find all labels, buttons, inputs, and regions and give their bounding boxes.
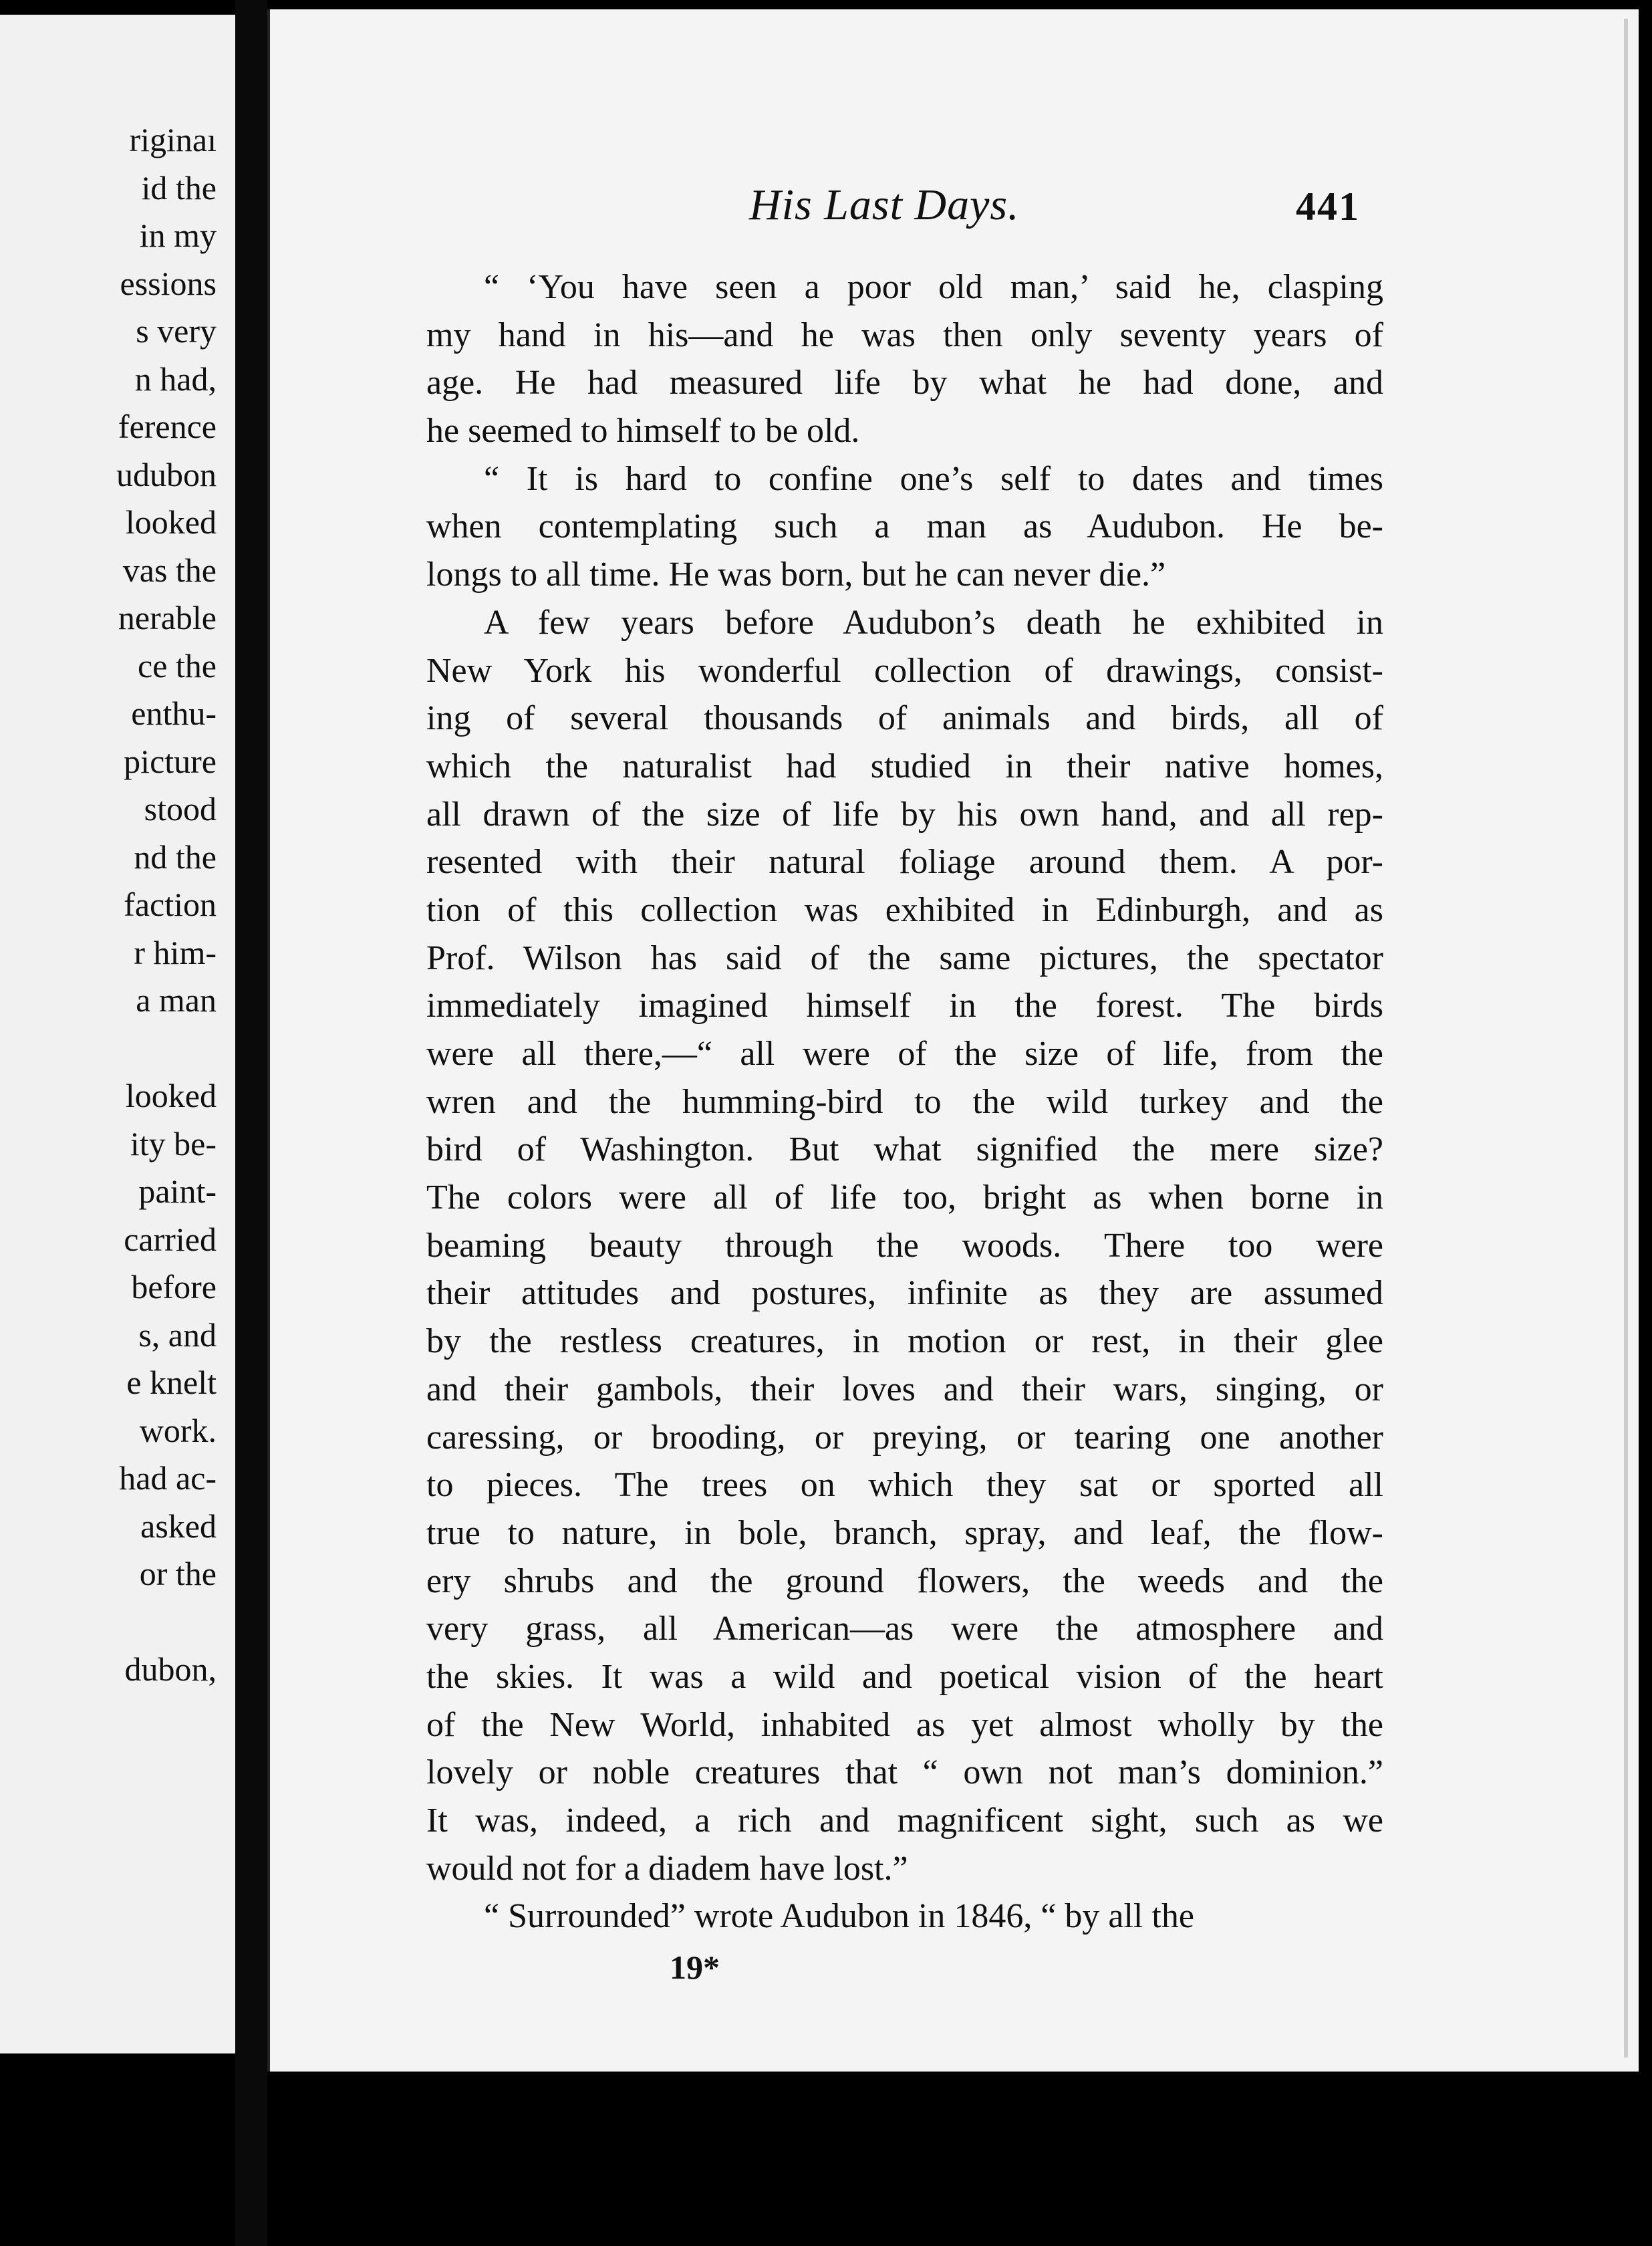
text-line: to pieces. The trees on which they sat or sported all: [426, 1466, 1383, 1505]
facing-page-line: paint-: [138, 1172, 217, 1210]
facing-page-line: riginaı: [129, 121, 217, 158]
facing-page-line: nerable: [118, 599, 217, 636]
text-line: “ Surrounded” wrote Audubon in 1846, “ by all the: [484, 1897, 1194, 1936]
facing-page-line: carried: [124, 1220, 217, 1258]
text-line: ery shrubs and the ground flowers, the weeds and the: [426, 1562, 1383, 1600]
book-page: [267, 9, 1639, 2072]
facing-page-line: work.: [139, 1411, 217, 1449]
facing-page-line: before: [131, 1268, 217, 1305]
text-line: the skies. It was a wild and poetical vision of the heart: [426, 1657, 1383, 1696]
facing-page-line: a man: [136, 981, 217, 1019]
text-line: Prof. Wilson has said of the same pictures, the spectator: [426, 939, 1383, 977]
text-line: would not for a diadem have lost.”: [426, 1849, 908, 1888]
facing-page-line: ference: [118, 408, 217, 445]
text-line: age. He had measured life by what he had done, and: [426, 364, 1383, 402]
text-line: all drawn of the size of life by his own hand, and all rep-: [426, 795, 1383, 834]
text-line: were all there,—“ all were of the size of life, from the: [426, 1035, 1383, 1073]
text-line: A few years before Audubon’s death he exhibited in: [484, 603, 1383, 642]
text-line: of the New World, inhabited as yet almost wholly by the: [426, 1705, 1383, 1744]
facing-page-line: picture: [124, 742, 217, 780]
text-line: he seemed to himself to be old.: [426, 412, 860, 451]
text-line: by the restless creatures, in motion or rest, in their glee: [426, 1322, 1383, 1361]
facing-page-line: vas the: [122, 551, 217, 589]
text-line: New York his wonderful collection of drawings, consist-: [426, 651, 1383, 690]
facing-page-line: faction: [124, 886, 217, 923]
body-text: [426, 263, 1383, 1941]
facing-page-line: essions: [120, 264, 217, 302]
text-line: when contemplating such a man as Audubon. He be-: [426, 507, 1383, 546]
facing-page-line: looked: [125, 1077, 217, 1114]
signature-mark: 19*: [670, 1949, 720, 1986]
text-line: ing of several thousands of animals and birds, all of: [426, 699, 1383, 738]
facing-page-line: e knelt: [126, 1364, 217, 1401]
text-line: longs to all time. He was born, but he can never die.”: [426, 555, 1166, 594]
chapter-title: His Last Days.: [749, 180, 1020, 229]
facing-page-line: s very: [136, 312, 217, 350]
page-edge: [1624, 19, 1628, 2057]
text-line: tion of this collection was exhibited in Edinburgh, and as: [426, 890, 1383, 929]
text-line: caressing, or brooding, or preying, or tearing one another: [426, 1418, 1383, 1457]
text-line: immediately imagined himself in the forest. The birds: [426, 987, 1383, 1025]
text-line: The colors were all of life too, bright as when borne in: [426, 1178, 1383, 1217]
text-line: which the naturalist had studied in their native homes,: [426, 747, 1383, 785]
text-line: true to nature, in bole, branch, spray, and leaf, the flow-: [426, 1513, 1383, 1552]
text-line: and their gambols, their loves and their wars, singing, or: [426, 1370, 1383, 1408]
facing-page-line: enthu-: [131, 695, 217, 732]
facing-page-line: ce the: [138, 646, 217, 684]
text-line: “ It is hard to confine one’s self to dates and times: [484, 459, 1383, 498]
facing-page-line: id the: [141, 168, 217, 207]
facing-page: [0, 15, 235, 2053]
text-line: my hand in his—and he was then only seventy years of: [426, 316, 1383, 354]
facing-page-line: n had,: [134, 360, 217, 398]
facing-page-line: r him-: [134, 933, 217, 971]
text-line: lovely or noble creatures that “ own not man’s dominion.”: [426, 1753, 1383, 1792]
text-line: It was, indeed, a rich and magnificent sight, such as we: [426, 1801, 1383, 1840]
facing-page-line: had ac-: [119, 1459, 217, 1497]
text-line: bird of Washington. But what signified the mere size?: [426, 1130, 1383, 1169]
text-line: wren and the humming-bird to the wild turkey and the: [426, 1082, 1383, 1121]
facing-page-line: asked: [140, 1507, 217, 1545]
text-line: “ ‘You have seen a poor old man,’ said he, clasping: [484, 268, 1383, 306]
text-line: very grass, all American—as were the atmosphere and: [426, 1610, 1383, 1648]
page-number: 441: [1296, 184, 1360, 229]
facing-page-line: stood: [144, 790, 217, 828]
facing-page-line: in my: [139, 217, 217, 254]
book-gutter: [235, 0, 267, 2246]
facing-page-line: udubon: [116, 455, 217, 493]
facing-page-line: looked: [125, 503, 217, 541]
text-line: resented with their natural foliage around them. A por-: [426, 843, 1383, 882]
running-head: [270, 180, 1641, 240]
facing-page-line: s, and: [138, 1316, 217, 1354]
facing-page-line: nd the: [134, 838, 217, 876]
facing-page-line: or the: [139, 1555, 217, 1592]
facing-page-line: ity be-: [130, 1124, 217, 1162]
facing-page-line: dubon,: [124, 1650, 217, 1688]
text-line: beaming beauty through the woods. There too were: [426, 1226, 1383, 1265]
text-line: their attitudes and postures, infinite as they are assumed: [426, 1274, 1383, 1313]
